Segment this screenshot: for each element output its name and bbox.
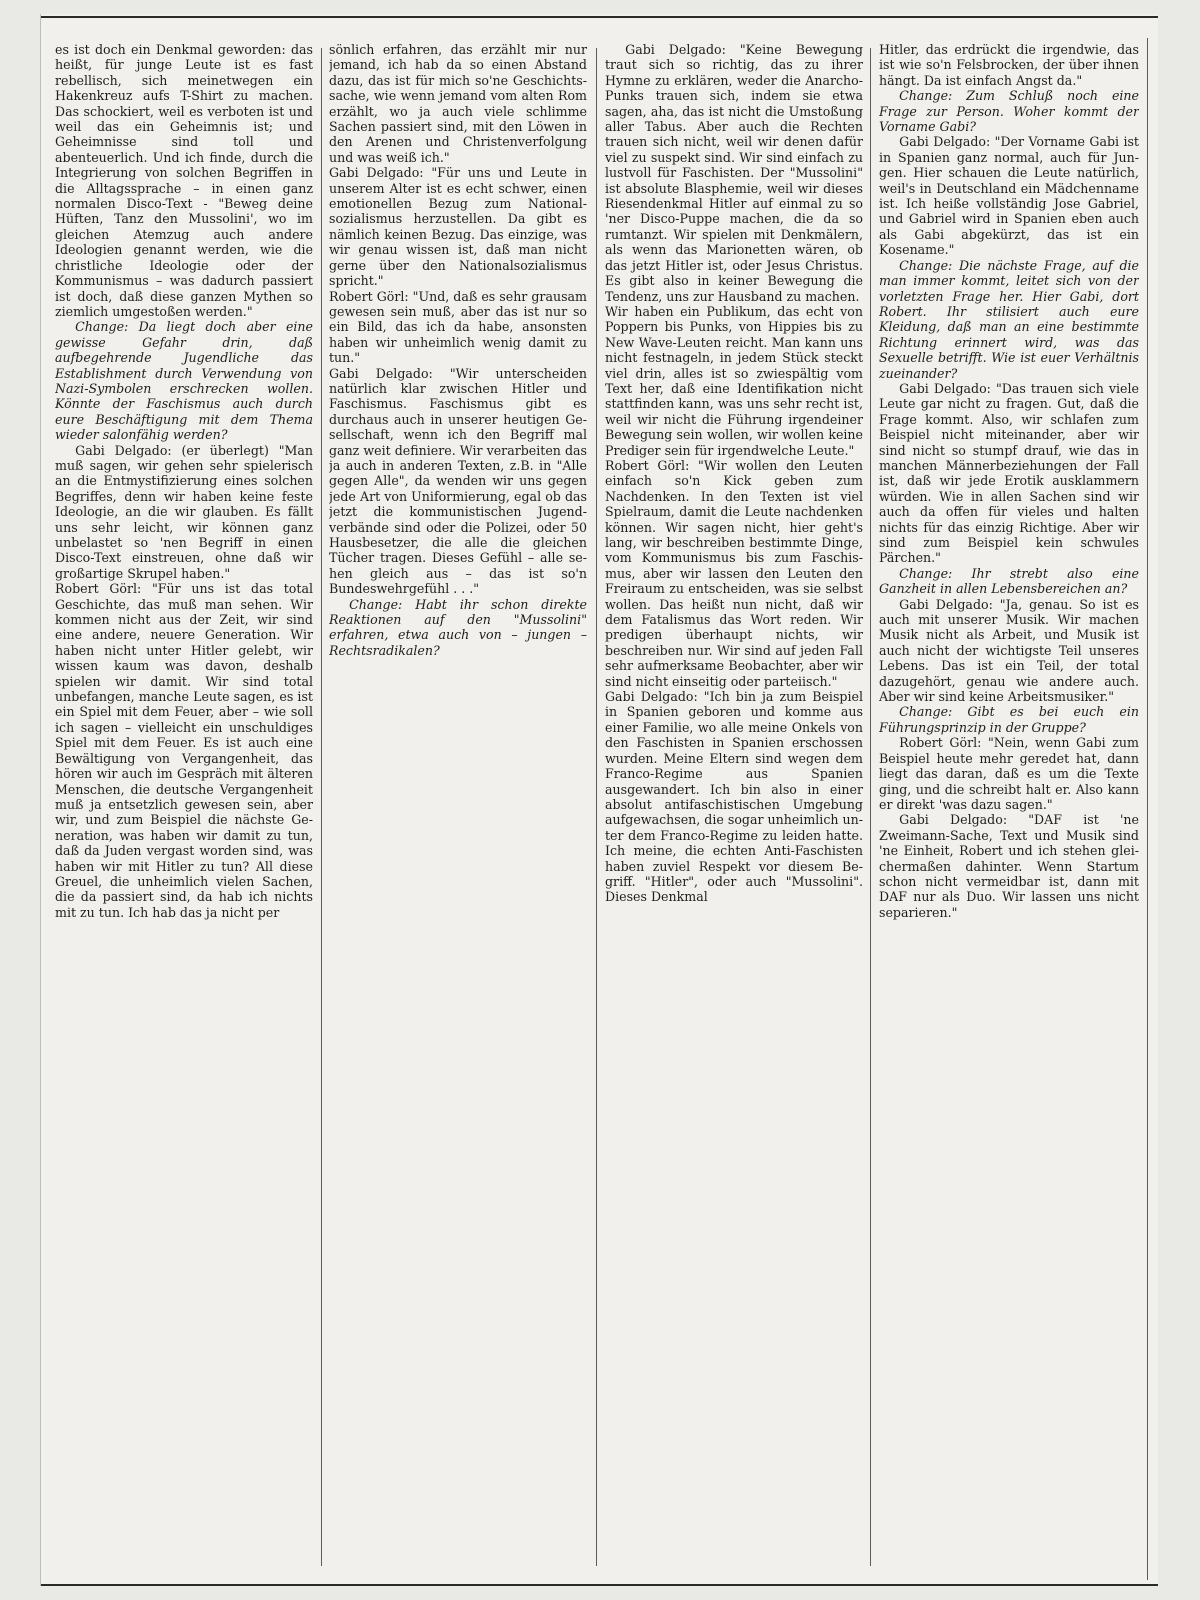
interview-question: Change: Zum Schluß noch eine Frage zur Person. Woher kommt der Vorname Gabi? [879,88,1139,135]
interview-answer: Robert Görl: "Und, daß es sehr grausam gewesen sein muß, aber das ist nur so ein Bild, das ich da habe, ansonsten haben wir unheimlich wenig damit zu tun." [329,288,587,366]
top-border-rule [41,16,1158,18]
interview-question: Change: Da liegt doch aber eine gewisse Gefahr drin, daß aufbegehrende Jugendliche das Establishment durch Verwendung von Nazi-Symbolen erschrecken wollen. Könnte der Faschismus auch durch eure Beschäftigung mit dem Thema wieder salonfähig werden? [55,319,313,443]
interview-answer: Wir haben ein Publikum, das echt von Poppern bis Punks, von Hippies bis zu New Wave-Leuten reicht. Man kann uns nicht festnageln, in jedem Stück steckt viel drin, alles ist so zwiespältig vom Text her, daß eine Identifikation nicht stattfinden kann, was uns sehr recht ist, weil wir nicht die Führung irgendeiner Bewegung sein wollen, wir wollen keine Prediger sein für irgendwelche Leute." [605,303,863,458]
interview-question: Change: Gibt es bei euch ein Führungsprinzip in der Gruppe? [879,704,1139,735]
column-2 [329,42,587,1580]
interview-answer: Gabi Delgado: "Keine Bewegung traut sich so richtig, das zu ihrer Hymne zu erklären, weder die Anarcho-Punks trauen sich, indem sie etwa sagen, aha, das ist nicht die Umstoßung aller Tabus. Aber auch die Rechten trauen sich nicht, weil wir denen dafür viel zu suspekt sind. Wir sind einfach zu lustvoll für Faschisten. Der "Mussolini" ist absolute Blasphemie, weil wir dieses Riesendenkmal Hitler auf einmal zu so 'ner Disco-Puppe machen, die da so rumtanzt. Wir spielen mit Denkmälern, als wenn das Marionetten wären, ob das jetzt Hitler ist, oder Jesus Christus. Es gibt also in keiner Bewegung die Tendenz, uns zur Hausband zu machen. [605,42,863,304]
column-divider [321,48,322,1566]
interview-answer: Gabi Delgado: "Der Vorname Gabi ist in Spanien ganz normal, auch für Jungen. Hier schauen die Leute natürlich, weil's in Deutschland ein Mädchenname ist. Ich heiße vollständig Jose Gabriel, und Gabriel wird in Spanien eben auch als Gabi abgekürzt, das ist ein Kosename." [879,134,1139,258]
right-border-rule [1147,38,1148,1580]
interview-question: Change: Ihr strebt also eine Ganzheit in allen Lebensbereichen an? [879,565,1139,597]
column-3 [605,42,863,1580]
column-1 [55,42,313,1580]
interview-answer: Gabi Delgado: (er überlegt) "Man muß sagen, wir gehen sehr spielerisch an die Entmystifizierung eines solchen Begriffes, denn wir haben keine feste Ideologie, an die wir glauben. Es fällt uns sehr leicht, wir können ganz unbelastet so 'nen Begriff in einen Disco-Text einstreuen, ohne daß wir großartige Skrupel haben." [55,442,313,581]
interview-answer: Gabi Delgado: "Wir unterscheiden natürlich klar zwischen Hitler und Faschismus. Faschismus gibt es durchaus auch in unserer heutigen Gesellschaft, wenn ich den Begriff mal ganz weit definiere. Wir verarbeiten das ja auch in anderen Texten, z.B. in "Alle gegen Alle", da wenden wir uns gegen jede Art von Uniformierung, egal ob das jetzt die kommunistischen Jugendverbände sind oder die Polizei, oder 50 Hausbesetzer, die alle die gleichen Tücher tragen. Dieses Gefühl – alle sehen gleich aus – das ist so'n Bundeswehrgefühl . . ." [329,365,587,597]
column-divider [870,48,871,1566]
column-divider [596,48,597,1566]
interview-answer: Robert Görl: "Für uns ist das total Geschichte, das muß man sehen. Wir kommen nicht aus der Zeit, wir sind eine andere, neuere Generation. Wir haben nicht unter Hitler gelebt, wir wissen kaum was davon, deshalb spielen wir damit. Wir sind total unbefangen, manche Leute sagen, es ist ein Spiel mit dem Feuer, aber – wie soll ich sagen – vielleicht ein unschuldiges Spiel mit dem Feuer. Es ist auch eine Bewältigung von Vergangenheit, das hören wir auch im Gespräch mit älteren Menschen, die deutsche Vergangenheit muß ja entsetzlich gewesen sein, aber wir, und zum Beispiel die nächste Generation, was haben wir damit zu tun, daß da Juden vergast worden sind, was haben wir mit Hitler zu tun? All diese Greuel, die unheimlich vielen Sachen, die da passiert sind, da hab ich nichts mit zu tun. Ich hab das ja nicht per [55,581,313,920]
interview-answer: Gabi Delgado: "DAF ist 'ne Zweimann-Sache, Text und Musik sind 'ne Einheit, Robert und ich stehen gleichermaßen dahinter. Wenn Startum schon nicht vermeidbar ist, dann mit DAF nur als Duo. Wir lassen uns nicht separieren." [879,812,1139,920]
article-columns [41,42,1158,1580]
interview-answer: Hitler, das erdrückt die irgendwie, das ist wie so'n Felsbrocken, der über ihnen hängt. Da ist einfach Angst da." [879,42,1139,88]
interview-answer: Robert Görl: "Nein, wenn Gabi zum Beispiel heute mehr geredet hat, dann liegt das daran, daß es um die Texte ging, und die schreibt halt er. Also kann er direkt 'was dazu sagen." [879,735,1139,812]
interview-answer: sönlich erfahren, das erzählt mir nur jemand, ich hab da so einen Abstand dazu, das ist für mich so'ne Geschichtssache, wie wenn jemand vom alten Rom erzählt, wo ja auch viele schlimme Sachen passiert sind, mit den Löwen in den Arenen und Christenverfolgung und was weiß ich." [329,42,587,165]
interview-answer: Gabi Delgado: "Ja, genau. So ist es auch mit unserer Musik. Wir machen Musik nicht als Arbeit, und Musik ist auch nicht der wichtigste Teil unseres Lebens. Das ist ein Teil, der total dazugehört, genau wie andere auch. Aber wir sind keine Arbeitsmusiker." [879,596,1139,705]
bottom-border-rule [41,1584,1158,1586]
interview-question: Change: Die nächste Frage, auf die man immer kommt, leitet sich von der vorletzten Frage her. Hier Gabi, dort Robert. Ihr stilisiert auch eure Kleidung, daß man an eine bestimmte Richtung erinnert wird, was das Sexuelle betrifft. Wie ist euer Verhältnis zueinander? [879,257,1139,381]
interview-answer: Gabi Delgado: "Ich bin ja zum Beispiel in Spanien geboren und komme aus einer Familie, wo alle meine Onkels von den Faschisten in Spanien erschossen wurden. Meine Eltern sind wegen dem Franco-Regime aus Spanien ausgewandert. Ich bin also in einer absolut antifaschistischen Umgebung aufgewachsen, die sogar unheimlich unter dem Franco-Regime zu leiden hatte. Ich meine, die echten Anti-Faschisten haben zuviel Respekt vor diesem Begriff. "Hitler", oder auch "Mussolini". Dieses Denkmal [605,689,863,905]
interview-answer: Robert Görl: "Wir wollen den Leuten einfach so'n Kick geben zum Nachdenken. In den Texten ist viel Spielraum, damit die Leute nachdenken können. Wir sagen nicht, hier geht's lang, wir beschreiben bestimmte Dinge, vom Kommunismus bis zum Faschismus, aber wir lassen den Leuten den Freiraum zu entscheiden, was sie selbst wollen. Das heißt nun nicht, daß wir dem Fatalismus das Wort reden. Wir predigen überhaupt nichts, wir beschreiben nur. Wir sind auf jeden Fall sehr aufmerksame Beobachter, aber wir sind nicht einseitig oder parteiisch." [605,457,863,689]
newspaper-page [40,14,1158,1586]
interview-question: Change: Habt ihr schon direkte Reaktionen auf den "Mussolini" erfahren, etwa auch von – jungen – Rechtsradikalen? [329,596,587,658]
interview-answer: es ist doch ein Denkmal geworden: das heißt, für junge Leute ist es fast rebellisch, sich meinetwegen ein Hakenkreuz aufs T-Shirt zu machen. Das schockiert, weil es verboten ist und weil das ein Geheimnis ist; und Geheimnisse sind toll und abenteuerlich. Und ich finde, durch die Integrierung von solchen Begriffen in die Alltagssprache – in einen ganz normalen Disco-Text - "Beweg deine Hüften, Tanz den Mussolini', wo im gleichen Atemzug auch andere Ideologien genannt werden, wie die christliche Ideologie oder der Kommunismus – was dadurch passiert ist doch, daß diese ganzen Mythen so ziemlich umgestoßen werden." [55,42,313,319]
interview-answer: Gabi Delgado: "Für uns und Leute in unserem Alter ist es echt schwer, einen emotionellen Bezug zum Nationalsozialismus herzustellen. Da gibt es nämlich keinen Bezug. Das einzige, was wir genau wissen ist, daß man nicht gerne über den Nationalsozialismus spricht." [329,165,587,289]
column-4 [879,42,1139,1580]
interview-answer: Gabi Delgado: "Das trauen sich viele Leute gar nicht zu fragen. Gut, daß die Frage kommt. Also, wir schlafen zum Beispiel nicht miteinander, aber wir sind nicht so stumpf drauf, wie das in manchen Männerbeziehungen der Fall ist, daß wir jede Erotik ausklammern würden. Wie in allen Sachen sind wir auch da offen für vieles und halten nichts für das einzig Richtige. Aber wir sind zum Beispiel kein schwules Pärchen." [879,380,1139,566]
